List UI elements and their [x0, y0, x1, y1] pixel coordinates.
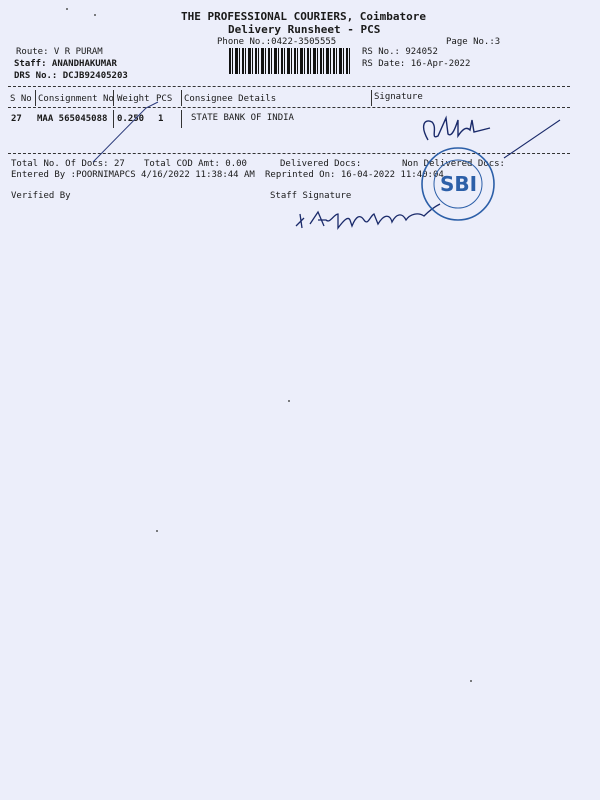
- staff-signature: [296, 204, 440, 228]
- verified-by: Verified By: [11, 191, 71, 201]
- speck: [156, 530, 158, 532]
- reprinted-on: Reprinted On: 16-04-2022 11:40:04: [265, 170, 444, 180]
- bank-stamp: [422, 148, 494, 220]
- non-delivered-docs: Non Delivered Docs:: [402, 159, 505, 169]
- consignee-signature: [424, 118, 490, 140]
- speck: [66, 8, 68, 10]
- stamp-text: SBI: [440, 172, 478, 196]
- col-header-signature: Signature: [374, 92, 423, 102]
- route: Route: V R PURAM: [16, 47, 103, 57]
- col-header-consignee: Consignee Details: [184, 94, 277, 104]
- col-header-weight: Weight: [117, 94, 150, 104]
- col-header-consignment: Consignment No: [38, 94, 114, 104]
- signature-tail: [504, 120, 560, 158]
- document-title: Delivery Runsheet - PCS: [228, 23, 381, 36]
- staff-name: Staff: ANANDHAKUMAR: [14, 59, 117, 69]
- company-name: THE PROFESSIONAL COURIERS, Coimbatore: [181, 10, 427, 23]
- speck: [470, 680, 472, 682]
- row-weight: 0.250: [117, 114, 145, 124]
- row-consignee: STATE BANK OF INDIA: [191, 113, 294, 123]
- drs-number: DRS No.: DCJB92405203: [14, 71, 128, 81]
- row-pcs: 1: [158, 114, 164, 124]
- entered-by: Entered By :POORNIMAPCS 4/16/2022 11:38:44 AM: [11, 170, 255, 180]
- row-sno: 27: [11, 114, 22, 124]
- rs-date: RS Date: 16-Apr-2022: [362, 59, 471, 69]
- col-header-pcs: PCS: [156, 94, 173, 104]
- total-docs: Total No. Of Docs: 27: [11, 159, 125, 169]
- row-consignment: MAA 565045088: [37, 114, 108, 124]
- rs-number: RS No.: 924052: [362, 47, 438, 57]
- speck: [94, 14, 96, 16]
- speck: [288, 400, 290, 402]
- staff-signature-label: Staff Signature: [270, 191, 352, 201]
- page-number: Page No.:3: [446, 37, 501, 47]
- col-header-sno: S No: [10, 94, 32, 104]
- pen-stroke: [93, 102, 158, 162]
- phone-number: Phone No.:0422-3505555: [217, 37, 337, 47]
- delivered-docs: Delivered Docs:: [280, 159, 362, 169]
- total-cod: Total COD Amt: 0.00: [144, 159, 247, 169]
